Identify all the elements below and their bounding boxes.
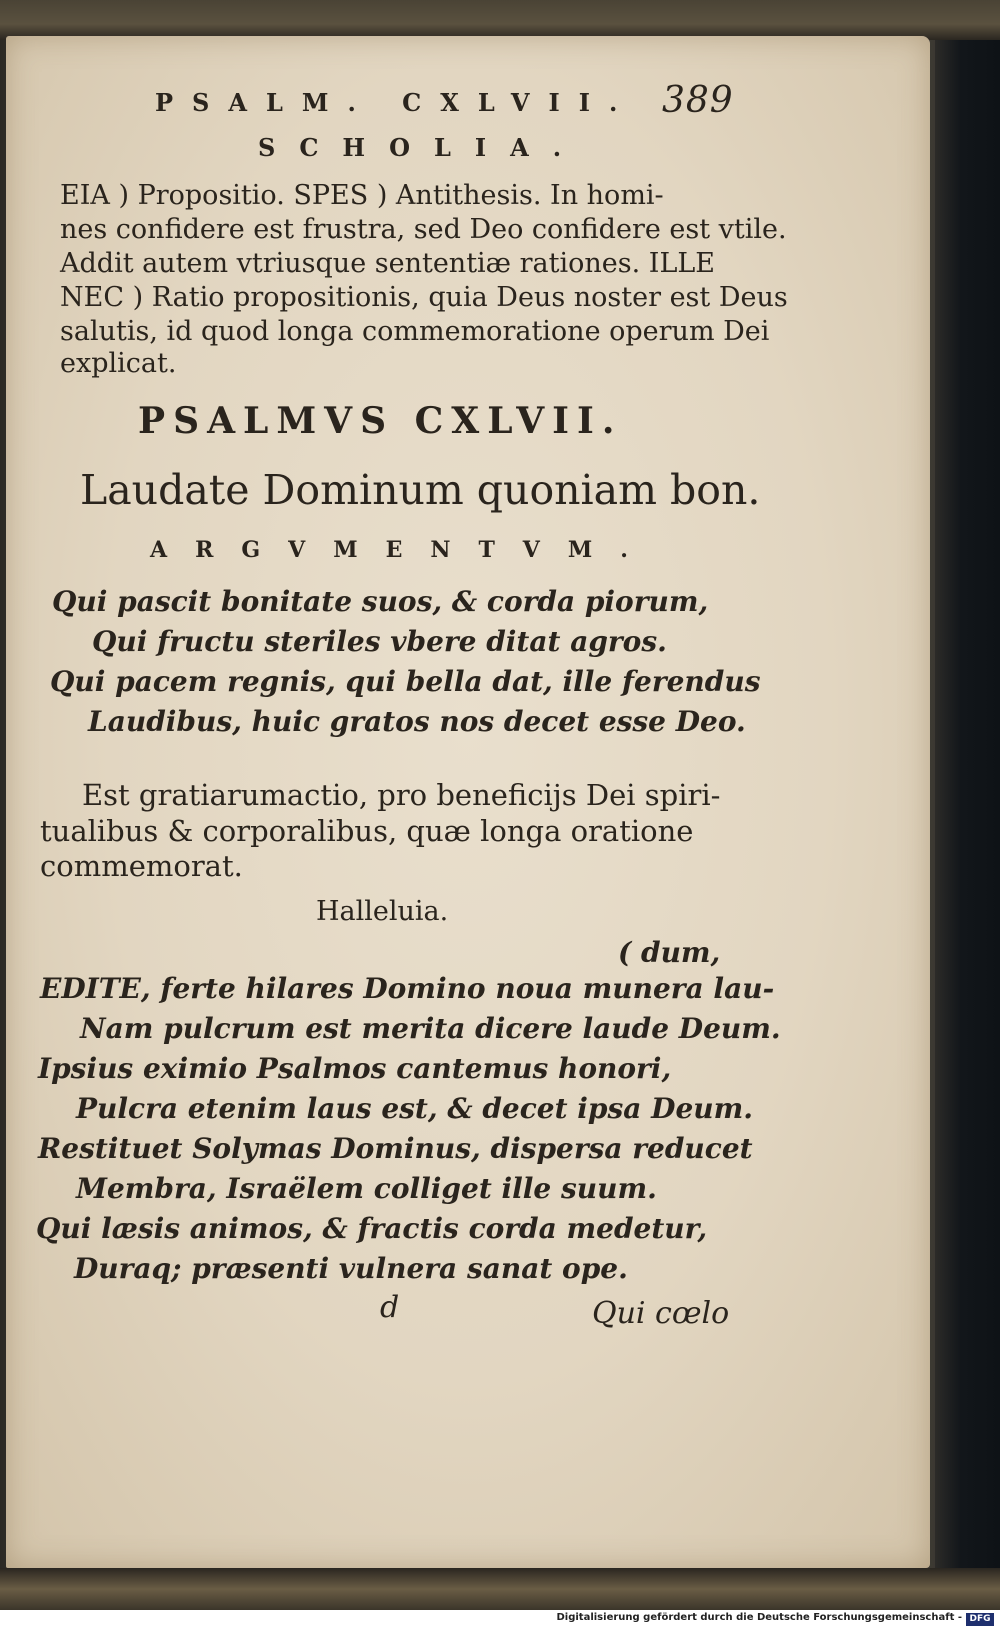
scholia-line: salutis, id quod longa commemoratione operum Dei xyxy=(60,316,770,347)
poem-line: Duraq; præsenti vulnera sanat ope. xyxy=(74,1252,628,1285)
book-bottom-edge xyxy=(0,1568,1000,1610)
argument-verse: Qui pacem regnis, qui bella dat, ille ferendus xyxy=(50,665,761,698)
poem-line: Ipsius eximio Psalmos cantemus honori, xyxy=(38,1052,672,1085)
poem-line: EDITE, ferte hilares Domino noua munera lau- xyxy=(40,972,775,1005)
book-top-edge xyxy=(0,0,1000,40)
poem-line: Qui læsis animos, & fractis corda medetur, xyxy=(36,1212,708,1245)
poem-line: Restituet Solymas Dominus, dispersa reducet xyxy=(38,1132,753,1165)
footer-bar xyxy=(0,1610,1000,1629)
scholia-line: NEC ) Ratio propositionis, quia Deus noster est Deus xyxy=(60,282,788,313)
book-binding-edge xyxy=(935,40,1000,1570)
poem-line: Membra, Israëlem colliget ille suum. xyxy=(76,1172,657,1205)
summary-line: commemorat. xyxy=(40,849,243,883)
scholia-heading: SCHOLIA. xyxy=(258,133,586,162)
argument-verse: Qui pascit bonitate suos, & corda piorum, xyxy=(52,585,709,618)
poem-line: Pulcra etenim laus est, & decet ipsa Deum. xyxy=(76,1092,753,1125)
summary-line: tualibus & corporalibus, quæ longa oratione xyxy=(40,814,694,848)
scholia-line: Addit autem vtriusque sententiæ rationes. ILLE xyxy=(60,248,716,279)
summary-line: Est gratiarumactio, pro beneficijs Dei spiri- xyxy=(82,778,721,812)
scholia-line: nes confidere est frustra, sed Deo confidere est vtile. xyxy=(60,214,787,245)
signature-mark: d xyxy=(380,1290,400,1325)
argument-heading: ARGVMENTVM. xyxy=(150,537,656,563)
halleluia-heading: Halleluia. xyxy=(316,896,449,927)
poem-line: Nam pulcrum est merita dicere laude Deum. xyxy=(80,1012,781,1045)
psalm-subtitle: Laudate Dominum quoniam bon. xyxy=(80,466,761,514)
running-head: PSALM. CXLVII. xyxy=(155,88,637,117)
dfg-logo: DFG xyxy=(966,1613,994,1626)
catchword: Qui cœlo xyxy=(592,1296,730,1331)
psalm-title: PSALMVS CXLVII. xyxy=(138,400,623,442)
scholia-line: explicat. xyxy=(60,348,177,379)
scholia-line: EIA ) Propositio. SPES ) Antithesis. In homi- xyxy=(60,180,664,211)
argument-verse: Laudibus, huic gratos nos decet esse Deo. xyxy=(88,705,746,738)
turnover-text: ( dum, xyxy=(618,936,721,969)
page-number: 389 xyxy=(662,80,734,121)
footer-credit: Digitalisierung gefördert durch die Deutsche Forschungsgemeinschaft - xyxy=(556,1612,962,1623)
argument-verse: Qui fructu steriles vbere ditat agros. xyxy=(92,625,667,658)
